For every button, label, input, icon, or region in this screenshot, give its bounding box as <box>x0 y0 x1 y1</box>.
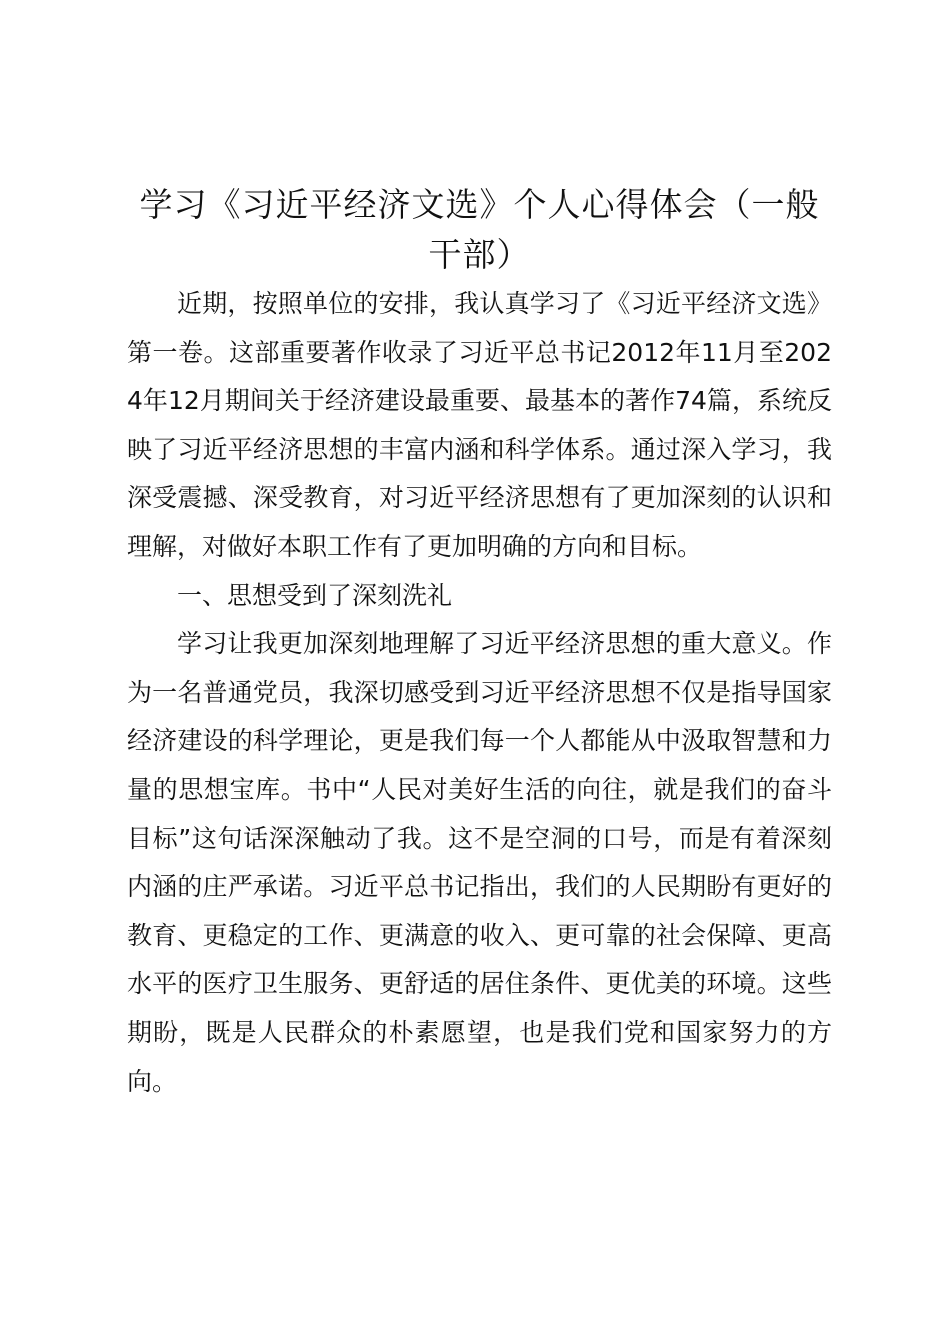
document-body <box>127 280 832 1106</box>
body-paragraph: 学习让我更加深刻地理解了习近平经济思想的重大意义。作为一名普通党员，我深切感受到习近平经济思想不仅是指导国家经济建设的科学理论，更是我们每一个人都能从中汲取智慧和力量的思想宝库。书中“人民对美好生活的向往，就是我们的奋斗目标”这句话深深触动了我。这不是空洞的口号，而是有着深刻内涵的庄严承诺。习近平总书记指出，我们的人民期盼有更好的教育、更稳定的工作、更满意的收入、更可靠的社会保障、更高水平的医疗卫生服务、更舒适的居住条件、更优美的环境。这些期盼，既是人民群众的朴素愿望，也是我们党和国家努力的方向。 <box>127 629 832 1096</box>
intro-paragraph: 近期，按照单位的安排，我认真学习了《习近平经济文选》第一卷。这部重要著作收录了习近平总书记2012年11月至2024年12月期间关于经济建设最重要、最基本的著作74篇，系统反映了习近平经济思想的丰富内涵和科学体系。通过深入学习，我深受震撼、深受教育，对习近平经济思想有了更加深刻的认识和理解，对做好本职工作有了更加明确的方向和目标。 <box>127 289 832 561</box>
section-heading: 一、思想受到了深刻洗礼 <box>177 580 453 610</box>
document-title: 学习《习近平经济文选》个人心得体会（一般干部） <box>139 185 820 274</box>
document-content <box>127 180 832 1106</box>
